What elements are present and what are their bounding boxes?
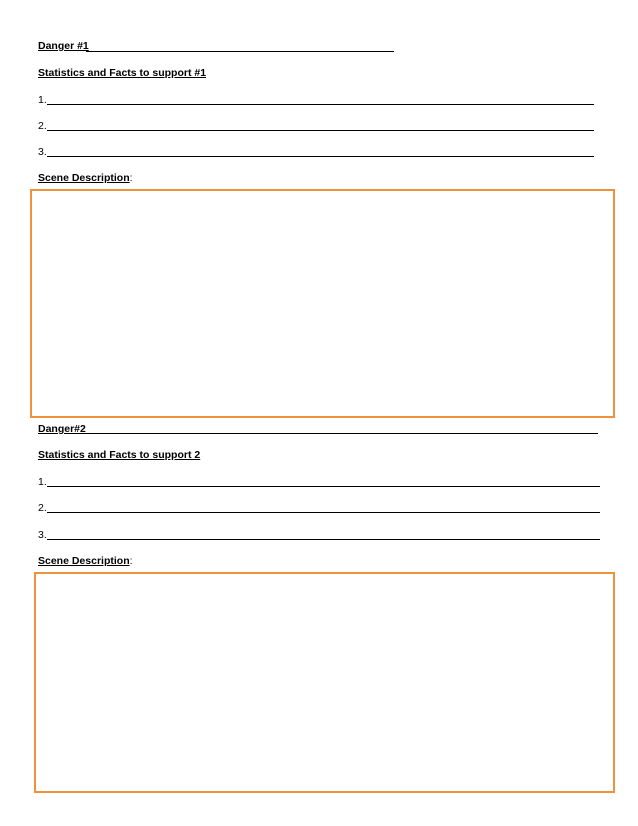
danger-1-input-line[interactable]: [86, 51, 394, 52]
stats-2-line-3[interactable]: [47, 539, 600, 540]
stats-1-item-3: [38, 146, 47, 158]
scene-description-1-label: [38, 172, 133, 184]
stats-1-line-2[interactable]: [47, 130, 594, 131]
scene-description-1-text: Scene Description: [38, 172, 130, 184]
stats-2-heading: Statistics and Facts to support 2: [38, 449, 201, 461]
item-number: 2.: [38, 502, 47, 514]
scene-description-1-colon: :: [129, 172, 133, 184]
item-number: 2.: [38, 120, 47, 132]
stats-2-line-1[interactable]: [47, 486, 600, 487]
item-number: 3.: [38, 146, 47, 158]
scene-description-2-box[interactable]: [34, 572, 615, 793]
scene-description-2-colon: :: [129, 555, 133, 567]
stats-1-line-1[interactable]: [47, 104, 594, 105]
scene-description-2-text: Scene Description: [38, 555, 130, 567]
danger-2-label: Danger#2: [38, 423, 86, 435]
stats-1-item-2: [38, 120, 47, 132]
stats-1-heading: Statistics and Facts to support #1: [38, 67, 207, 79]
stats-2-line-2[interactable]: [47, 512, 600, 513]
danger-1-label: Danger #1: [38, 40, 89, 52]
item-number: 1.: [38, 94, 47, 106]
stats-1-line-3[interactable]: [47, 156, 594, 157]
stats-1-item-1: [38, 94, 47, 106]
stats-2-item-1: [38, 476, 47, 488]
item-number: 1.: [38, 476, 47, 488]
scene-description-1-box[interactable]: [30, 189, 615, 418]
stats-2-item-3: [38, 529, 47, 541]
danger-2-input-line[interactable]: [84, 433, 598, 434]
scene-description-2-label: [38, 555, 133, 567]
stats-2-item-2: [38, 502, 47, 514]
item-number: 3.: [38, 529, 47, 541]
